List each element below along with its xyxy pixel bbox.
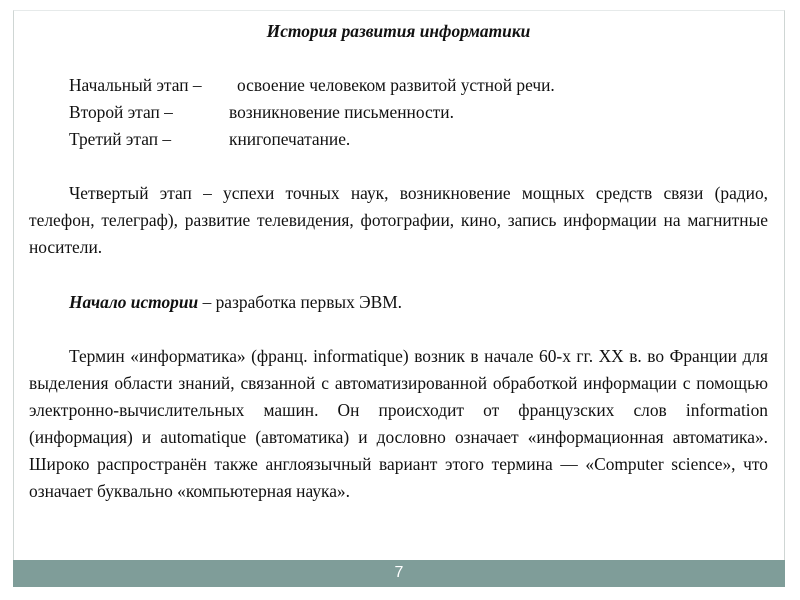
stages-list <box>29 72 768 153</box>
stage-text: возникновение письменности. <box>229 102 454 123</box>
stage-text: книгопечатание. <box>229 129 351 150</box>
slide-content <box>29 18 768 505</box>
stage-row <box>29 126 768 153</box>
paragraph-term: Термин «информатика» (франц. informatique) возник в начале 60-х гг. XX в. во Франции для выделения области знаний, связанной с автоматизированной обработкой информации с помощью электронно-вычислительных машин. Он происходит от французских слов information (информация) и automatique (автоматика) и дословно означает «информационная автоматика». Широко распространён также англоязычный вариант этого термина — «Computer science», что означает буквально «компьютерная наука». <box>29 345 768 502</box>
spacer <box>29 262 768 289</box>
history-start-emphasis: Начало истории <box>69 291 199 312</box>
paragraph-fourth-stage: Четвертый этап – успехи точных наук, возникновение мощных средств связи (радио, телефон, телеграф), развитие телевидения, фотографии, кино, запись информации на магнитные носители. <box>29 183 768 258</box>
spacer <box>29 153 768 180</box>
stage-label: Второй этап – <box>69 102 173 123</box>
paragraph-history-start <box>29 289 768 316</box>
spacer <box>29 316 768 343</box>
history-start-rest: – разработка первых ЭВМ. <box>198 291 403 312</box>
footer-bar <box>13 560 785 587</box>
slide-title: История развития информатики <box>266 21 531 41</box>
stage-row <box>29 99 768 126</box>
page-number: 7 <box>394 564 404 581</box>
stage-row <box>29 72 768 99</box>
stage-text: освоение человеком развитой устной речи. <box>237 75 555 95</box>
stage-label: Третий этап – <box>69 129 172 150</box>
stage-label: Начальный этап – <box>69 75 202 95</box>
